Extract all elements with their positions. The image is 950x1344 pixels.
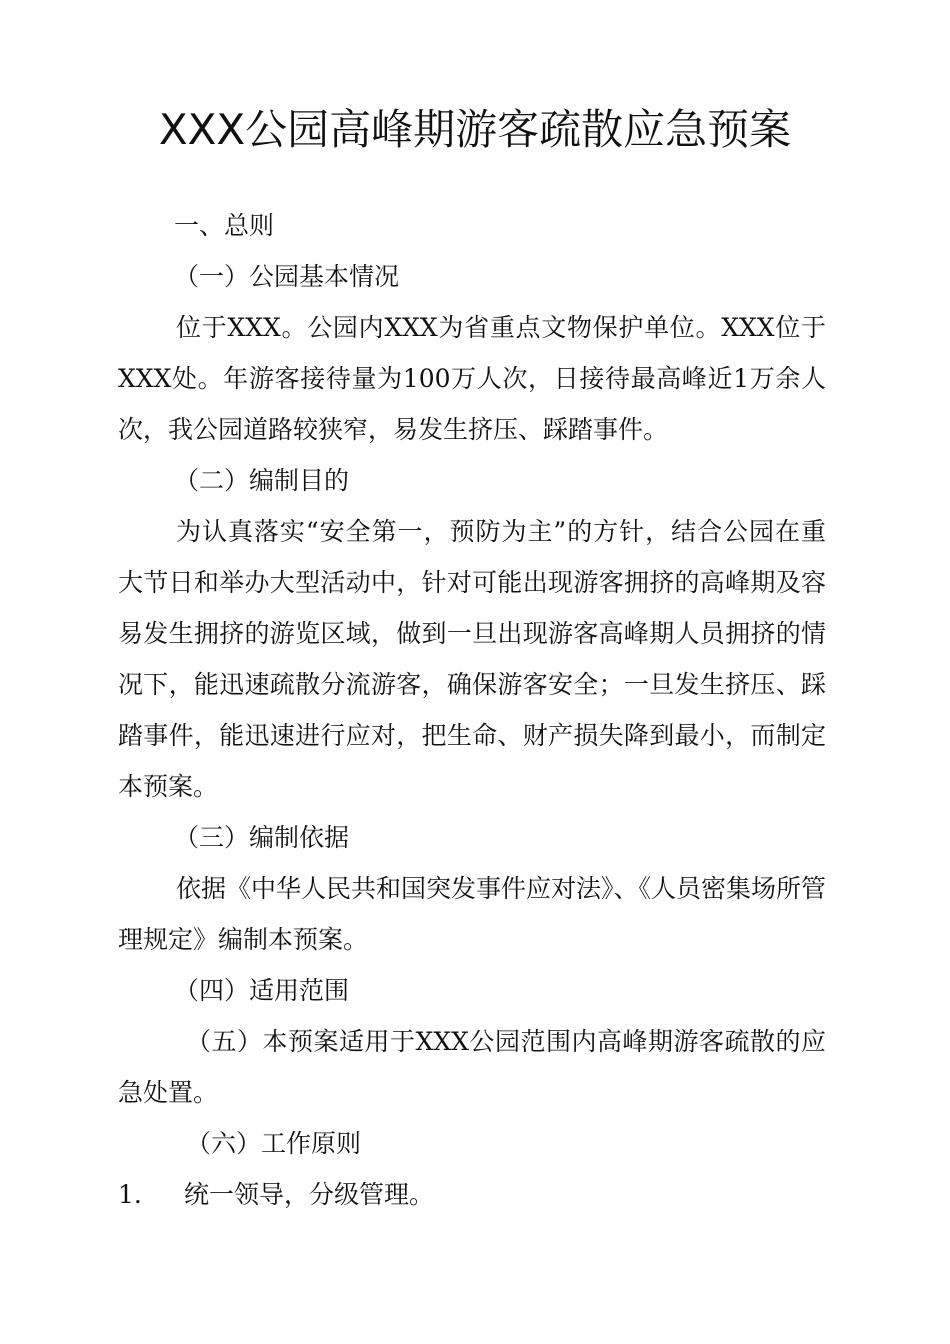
subsection-heading-basis: （三）编制依据 — [174, 823, 350, 852]
subsection-heading-basic-info: （一）公园基本情况 — [174, 262, 400, 291]
document-body — [118, 200, 826, 1220]
document-title: XXX公园高峰期游客疏散应急预案 — [158, 105, 792, 154]
subsection-heading-purpose: （二）编制目的 — [174, 466, 350, 495]
paragraph-purpose: 为认真落实“安全第一，预防为主”的方针，结合公园在重大节日和举办大型活动中，针对可能出现游客拥挤的高峰期及容易发生拥挤的游览区域，做到一旦出现游客高峰期人员拥挤的情况下，能迅速疏散分流游客，确保游客安全；一旦发生挤压、踩踏事件，能迅速进行应对，把生命、财产损失降到最小，而制定本预案。 — [118, 517, 826, 801]
subsection-heading-scope: （四）适用范围 — [174, 976, 350, 1005]
list-item-number: 1. — [118, 1180, 142, 1209]
list-item-text: 统一领导，分级管理。 — [184, 1180, 435, 1209]
section-heading-general: 一、总则 — [174, 211, 275, 240]
list-item — [118, 1169, 826, 1220]
paragraph-scope: （五）本预案适用于XXX公园范围内高峰期游客疏散的应急处置。 — [118, 1027, 826, 1107]
paragraph-basis: 依据《中华人民共和国突发事件应对法》、《人员密集场所管理规定》编制本预案。 — [118, 874, 827, 954]
subsection-heading-principles: （六）工作原则 — [186, 1129, 362, 1158]
paragraph-basic-info: 位于XXX。公园内XXX为省重点文物保护单位。XXX位于XXX处。年游客接待量为100万人次，日接待最高峰近1万余人次，我公园道路较狭窄，易发生挤压、踩踏事件。 — [118, 313, 826, 444]
